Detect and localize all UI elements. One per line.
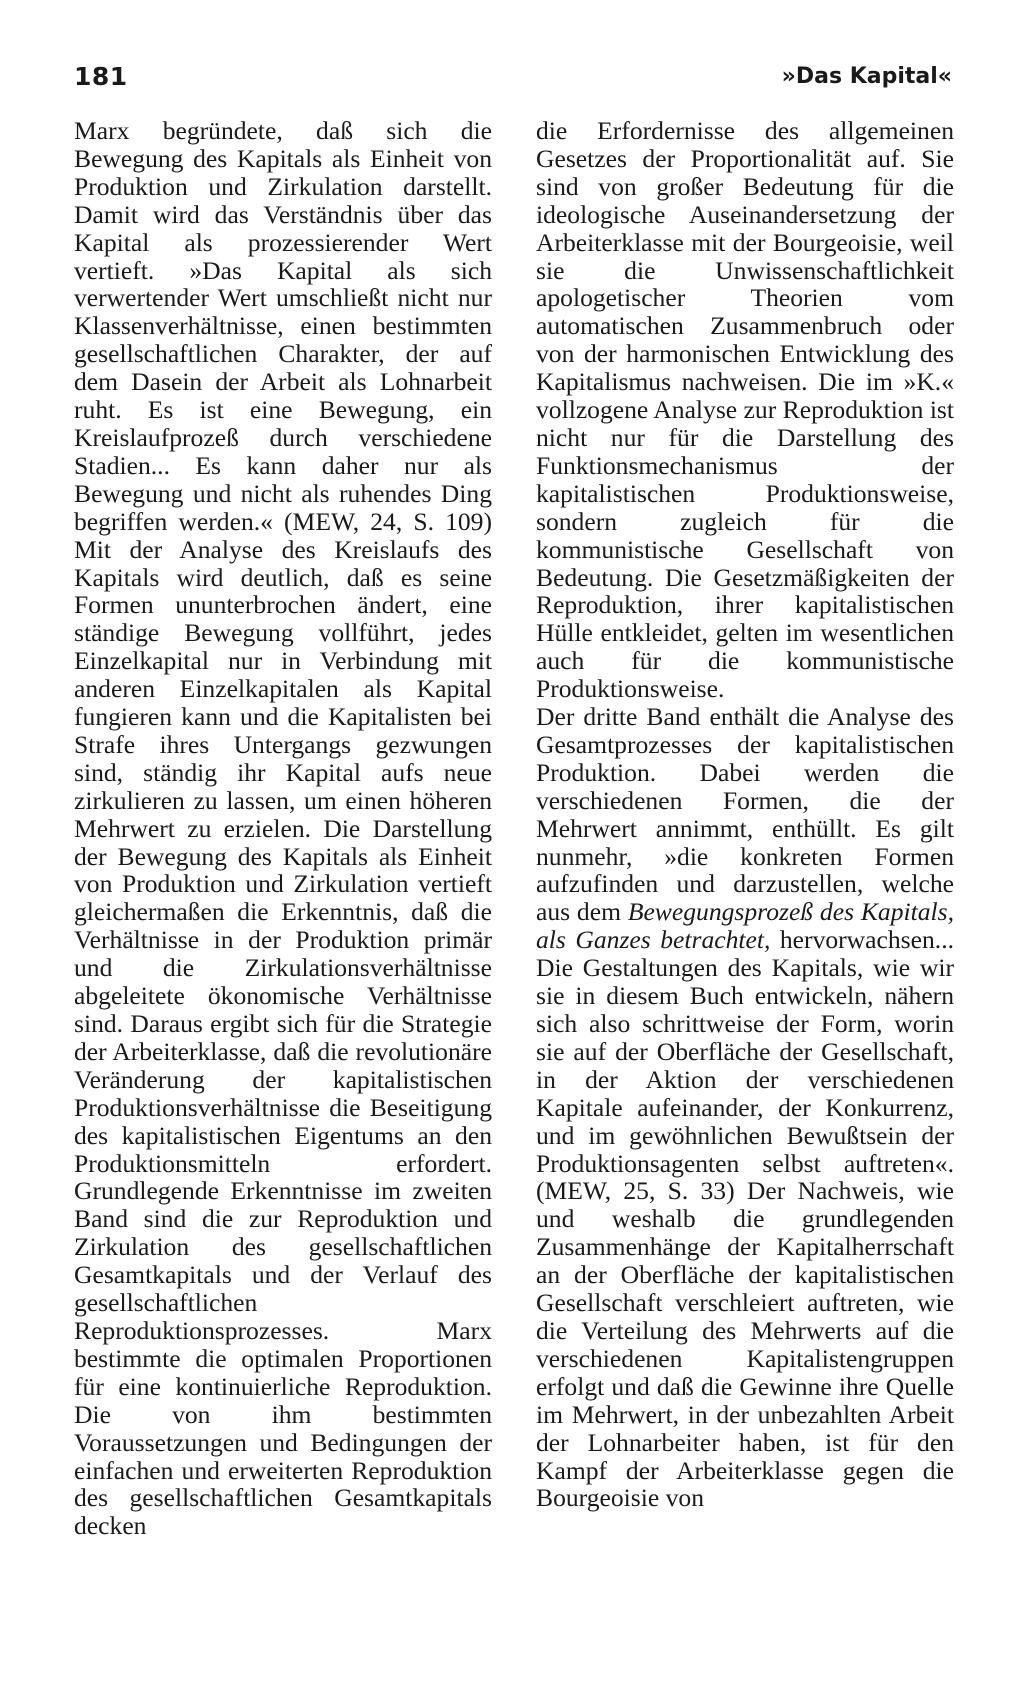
left-paragraph-1: Marx begründete, daß sich die Bewegung des Kapitals als Einheit von Produktion und Zirkulation darstellt. Damit wird das Verständnis über das Kapital als prozessierender Wert vertieft. »Das Kapital als sich verwertender Wert umschließt nicht nur Klassenverhältnisse, einen bestimmten gesellschaftlichen Charakter, der auf dem Dasein der Arbeit als Lohnarbeit ruht. Es ist eine Bewegung, ein Kreislaufprozeß durch verschiedene Stadien... Es kann daher nur als Bewegung und nicht als ruhendes Ding begriffen werden.« (MEW, 24, S. 109) Mit der Analyse des Kreislaufs des Kapitals wird deutlich, daß es seine Formen ununterbrochen ändert, eine ständige Bewegung vollführt, jedes Einzelkapital nur in Verbindung mit anderen Einzelkapitalen als Kapital fungieren kann und die Kapitalisten bei Strafe ihres Untergangs gezwungen sind, ständig ihr Kapital aufs neue zirkulieren zu lassen, um einen höheren Mehrwert zu erzielen. Die Darstellung der Bewegung des Kapitals als Einheit von Produktion und Zirkulation vertieft gleichermaßen die Erkenntnis, daß die Verhältnisse in der Produktion primär und die Zirkulationsverhältnisse abgeleitete ökonomische Verhältnisse sind. Daraus ergibt sich für die Strategie der Arbeiterklasse, daß die revolutionäre Veränderung der kapitalistischen Produktionsverhältnisse die Beseitigung des kapitalistischen Eigentums an den Produktionsmitteln erfordert. Grundlegende Erkenntnisse im zweiten Band sind die zur Reproduktion und Zirkulation des gesellschaftlichen Gesamtkapitals und der Verlauf des gesellschaftlichen Reproduktionsprozesses. Marx bestimmte die optimalen Proportionen für eine kontinuierliche Reproduktion. Die von ihm bestimmten Voraussetzungen und Bedingungen der einfachen und erweiterten Reproduktion des gesellschaftlichen Gesamtkapitals decken bbox=[74, 116, 492, 1541]
right-paragraph-2-emphasis: Bewegungsprozeß des Kapitals, als Ganzes betrachtet, bbox=[536, 897, 954, 955]
right-paragraph-2-part-1: Der dritte Band enthält die Analyse des Gesamtprozesses der kapitalistischen Produktion. Dabei werden die verschiedenen Formen, die der Mehrwert annimmt, enthüllt. Es gilt nunmehr, »die konkreten Formen aufzufinden und darzustellen, welche aus dem bbox=[536, 702, 954, 927]
running-title: »Das Kapital« bbox=[781, 64, 952, 89]
left-column bbox=[74, 117, 492, 1540]
right-paragraph-2-part-2: hervorwachsen... Die Gestaltungen des Kapitals, wie wir sie in diesem Buch entwickeln, nähern sich also schrittweise der Form, worin sie auf der Oberfläche der Gesellschaft, in der Aktion der verschiedenen Kapitale aufeinander, der Konkurrenz, und im gewöhnlichen Bewußtsein der Produktionsagenten selbst auftreten«. (MEW, 25, S. 33) Der Nachweis, wie und weshalb die grundlegenden Zusammenhänge der Kapitalherrschaft an der Oberfläche der kapitalistischen Gesellschaft verschleiert auftreten, wie die Verteilung des Mehrwerts auf die verschiedenen Kapitalistengruppen erfolgt und daß die Gewinne ihre Quelle im Mehrwert, in der unbezahlten Arbeit der Lohnarbeiter haben, ist für den Kampf der Arbeiterklasse gegen die Bourgeoisie von bbox=[536, 925, 954, 1513]
right-paragraph-1: die Erfordernisse des allgemeinen Gesetzes der Proportionalität auf. Sie sind von großer Bedeutung für die ideologische Auseinandersetzung der Arbeiterklasse mit der Bourgeoisie, weil sie die Unwissenschaftlichkeit apologetischer Theorien vom automatischen Zusammenbruch oder von der harmonischen Entwicklung des Kapitalismus nachweisen. Die im »K.« vollzogene Analyse zur Reproduktion ist nicht nur für die Darstellung des Funktionsmechanismus der kapitalistischen Produktionsweise, sondern zugleich für die kommunistische Gesellschaft von Bedeutung. Die Gesetzmäßigkeiten der Reproduktion, ihrer kapitalistischen Hülle entkleidet, gelten im wesentlichen auch für die kommunistische Produktionsweise. bbox=[536, 116, 954, 704]
right-column bbox=[536, 117, 954, 1512]
right-paragraph-2 bbox=[536, 703, 954, 1512]
page-header bbox=[74, 62, 952, 98]
page-number: 181 bbox=[74, 62, 128, 91]
